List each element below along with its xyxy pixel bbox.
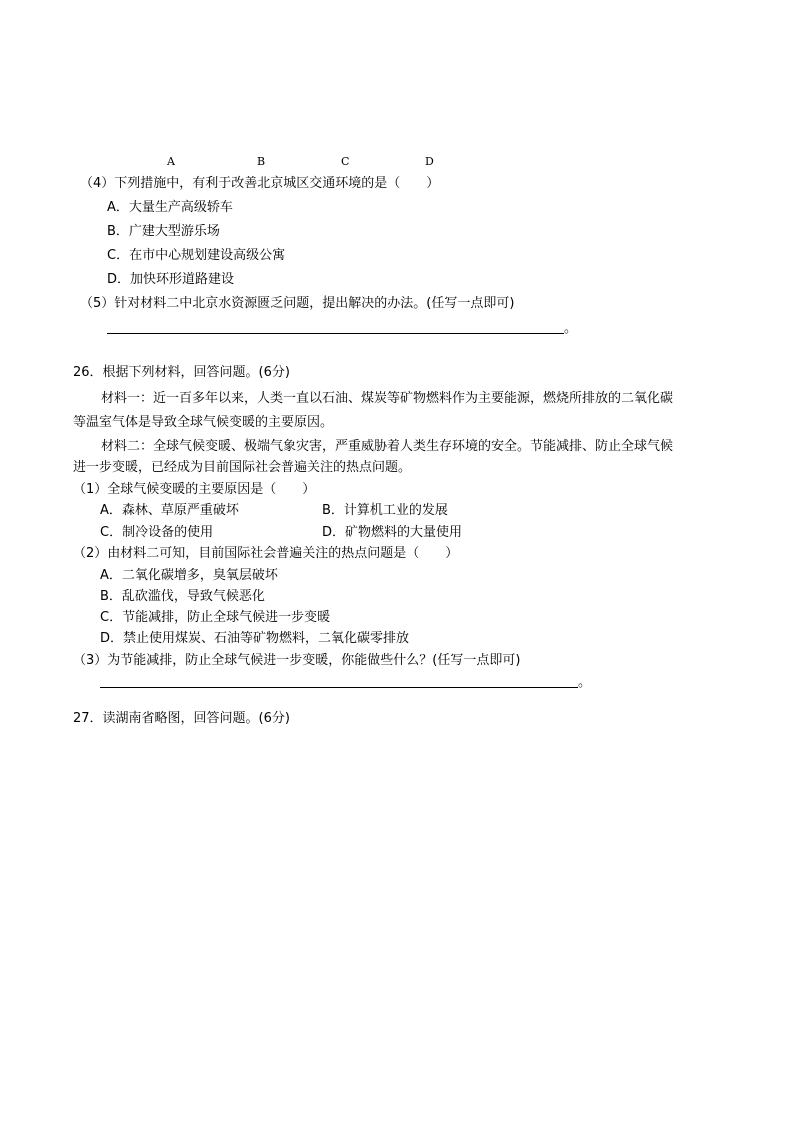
q26-p1-option-b: B．计算机工业的发展 bbox=[322, 503, 448, 518]
q25-p5-stem: （5）针对材料二中北京水资源匮乏问题，提出解决的办法。(任写一点即可) bbox=[80, 296, 515, 311]
q25-p4-stem: （4）下列措施中，有利于改善北京城区交通环境的是（ ） bbox=[80, 176, 440, 191]
q26-p2-option-b: B．乱砍滥伐，导致气候恶化 bbox=[100, 589, 265, 604]
q26-p2-option-a: A．二氧化碳增多，臭氧层破坏 bbox=[100, 568, 278, 583]
q26-material-2-line-1: 材料二：全球气候变暖、极端气象灾害，严重威胁着人类生存环境的安全。节能减排、防止全球气候 bbox=[101, 439, 674, 454]
q25-p4-option-c: C．在市中心规划建设高级公寓 bbox=[107, 248, 286, 263]
q26-p1-option-d: D．矿物燃料的大量使用 bbox=[322, 525, 463, 540]
q26-p1-option-c: C．制冷设备的使用 bbox=[100, 525, 214, 540]
figure-label-d: D bbox=[425, 155, 434, 168]
q26-material-2-line-2: 进一步变暖，已经成为目前国际社会普遍关注的热点问题。 bbox=[73, 460, 412, 475]
q27-title: 27．读湖南省略图，回答问题。(6分) bbox=[73, 711, 290, 726]
figure-label-a: A bbox=[167, 155, 175, 168]
figure-label-b: B bbox=[257, 155, 266, 168]
q26-p2-stem: （2）由材料二可知，目前国际社会普遍关注的热点问题是（ ） bbox=[73, 546, 459, 561]
q25-p4-option-a: A．大量生产高级轿车 bbox=[107, 200, 233, 215]
figure-label-c: C bbox=[341, 155, 350, 168]
q25-p5-answer-line bbox=[107, 333, 564, 334]
q26-p3-end-mark: 。 bbox=[578, 675, 592, 690]
q26-p1-option-a: A．森林、草原严重破坏 bbox=[100, 503, 239, 518]
q26-p1-stem: （1）全球气候变暖的主要原因是（ ） bbox=[73, 482, 316, 497]
q26-material-1-line-1: 材料一：近一百多年以来，人类一直以石油、煤炭等矿物燃料作为主要能源，燃烧所排放的二氧化碳 bbox=[101, 391, 674, 406]
q26-material-1-line-2: 等温室气体是导致全球气候变暖的主要原因。 bbox=[73, 415, 334, 430]
q26-p2-option-c: C．节能减排，防止全球气候进一步变暖 bbox=[100, 610, 331, 625]
q25-p4-option-d: D．加快环形道路建设 bbox=[107, 272, 235, 287]
q26-p3-answer-line bbox=[100, 687, 578, 688]
q26-title: 26．根据下列材料，回答问题。(6分) bbox=[73, 365, 290, 380]
q25-p5-end-mark: 。 bbox=[564, 321, 578, 336]
q26-p2-option-d: D．禁止使用煤炭、石油等矿物燃料，二氧化碳零排放 bbox=[100, 631, 410, 646]
q25-p4-option-b: B．广建大型游乐场 bbox=[107, 224, 220, 239]
q26-p3-stem: （3）为节能减排，防止全球气候进一步变暖，你能做些什么？(任写一点即可) bbox=[73, 653, 521, 668]
